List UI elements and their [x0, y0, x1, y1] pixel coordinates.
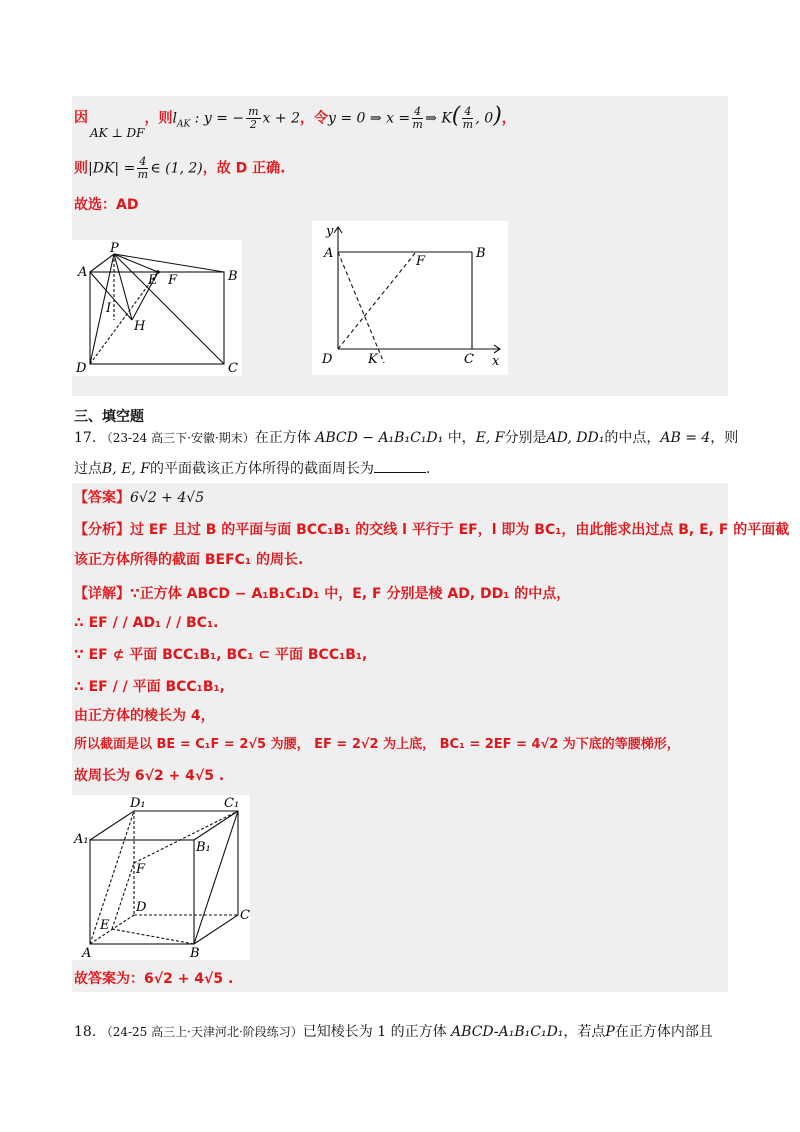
detail-line-5: 由正方体的棱长为 4， [74, 708, 215, 724]
fig3-label-d: D [136, 900, 147, 915]
fig1-label-p: P [110, 241, 119, 256]
analysis-line-1: 【分析】过 EF 且过 B 的平面与面 BCC₁B₁ 的交线 l 平行于 EF，l 即为 BC₁，由此能求出过点 B, E, F 的平面截 [74, 522, 790, 538]
fig2-label-x: x [492, 354, 500, 369]
section-heading: 三、填空题 [74, 409, 144, 425]
question-17-line-2: 过点B, E, F的平面截该正方体所得的截面周长为 . [74, 458, 430, 479]
fig2-label-c: C [464, 352, 474, 367]
figure-cube [72, 795, 250, 960]
fig1-label-f: F [168, 273, 178, 288]
answer-line: 【答案】6√2 + 4√5 [74, 490, 205, 506]
solution-line-2: 则|DK| = $\frac{4}{m}$ ∈ (1, 2)，故 D 正确. [74, 155, 286, 181]
fig2-label-b: B [476, 246, 486, 261]
detail-line-1: 【详解】∵正方体 ABCD − A₁B₁C₁D₁ 中，E, F 分别是棱 AD, DD₁ 的中点， [74, 586, 571, 602]
fig3-label-e: E [100, 918, 110, 933]
answer-blank [374, 458, 426, 473]
fig3-label-c1: C₁ [224, 796, 240, 811]
fig2-label-d: D [322, 352, 333, 367]
fig3-label-a: A [82, 946, 92, 960]
fig1-label-h: H [134, 319, 146, 334]
analysis-line-2: 该正方体所得的截面 BEFC₁ 的周长. [74, 552, 304, 568]
fig3-label-a1: A₁ [74, 832, 89, 847]
fig1-label-a: A [78, 265, 88, 280]
question-17-line-1: 17. （23-24 高三下·安徽·期末）在正方体 ABCD − A₁B₁C₁D₁ 中，E, F分别是AD, DD₁的中点，AB = 4，则 [74, 430, 739, 446]
figure-coordinate-rectangle [312, 221, 508, 375]
fig2-label-y: y [326, 224, 334, 239]
fig1-label-i: I [106, 301, 112, 316]
solution-line-1-cont: AK ⊥ DF，则$l_{AK}$ : y = − $\frac{m}{2}$ x + 2，令y = 0 ⇒ x = $\frac{4}{m}$ ⇒ K( $\frac{4}{m}$ , 0)， [90, 103, 516, 140]
final-answer-line: 故答案为：6√2 + 4√5 . [74, 971, 234, 987]
question-18-line: 18. （24-25 高三上·天津河北·阶段练习）已知棱长为 1 的正方体 ABCD-A₁B₁C₁D₁，若点P在正方体内部且 [74, 1024, 713, 1040]
fig2-label-f: F [416, 254, 426, 269]
detail-line-4: ∴ EF / / 平面 BCC₁B₁, [74, 679, 225, 695]
detail-line-2: ∴ EF / / AD₁ / / BC₁. [74, 615, 219, 631]
fig3-label-c: C [240, 908, 250, 923]
fig2-label-a: A [324, 246, 334, 261]
fig1-label-e: E [148, 273, 158, 288]
fig1-label-c: C [228, 361, 238, 376]
figure-pyramid [72, 240, 242, 376]
fig3-label-b: B [190, 946, 200, 960]
fig1-label-b: B [228, 269, 238, 284]
fig1-label-d: D [76, 361, 87, 376]
fig2-label-k: K [368, 352, 378, 367]
solution-choice: 故选：AD [74, 197, 139, 213]
detail-line-6: 所以截面是以 BE = C₁F = 2√5 为腰， EF = 2√2 为上底， BC₁ = 2EF = 4√2 为下底的等腰梯形， [74, 737, 680, 752]
fig3-label-f: F [136, 862, 146, 877]
detail-line-7: 故周长为 6√2 + 4√5 . [74, 768, 225, 784]
fig3-label-d1: D₁ [130, 796, 146, 811]
fig3-label-b1: B₁ [196, 840, 211, 855]
detail-line-3: ∵ EF ⊄ 平面 BCC₁B₁, BC₁ ⊂ 平面 BCC₁B₁, [74, 647, 368, 663]
solution-line-1: 因 [74, 110, 88, 126]
